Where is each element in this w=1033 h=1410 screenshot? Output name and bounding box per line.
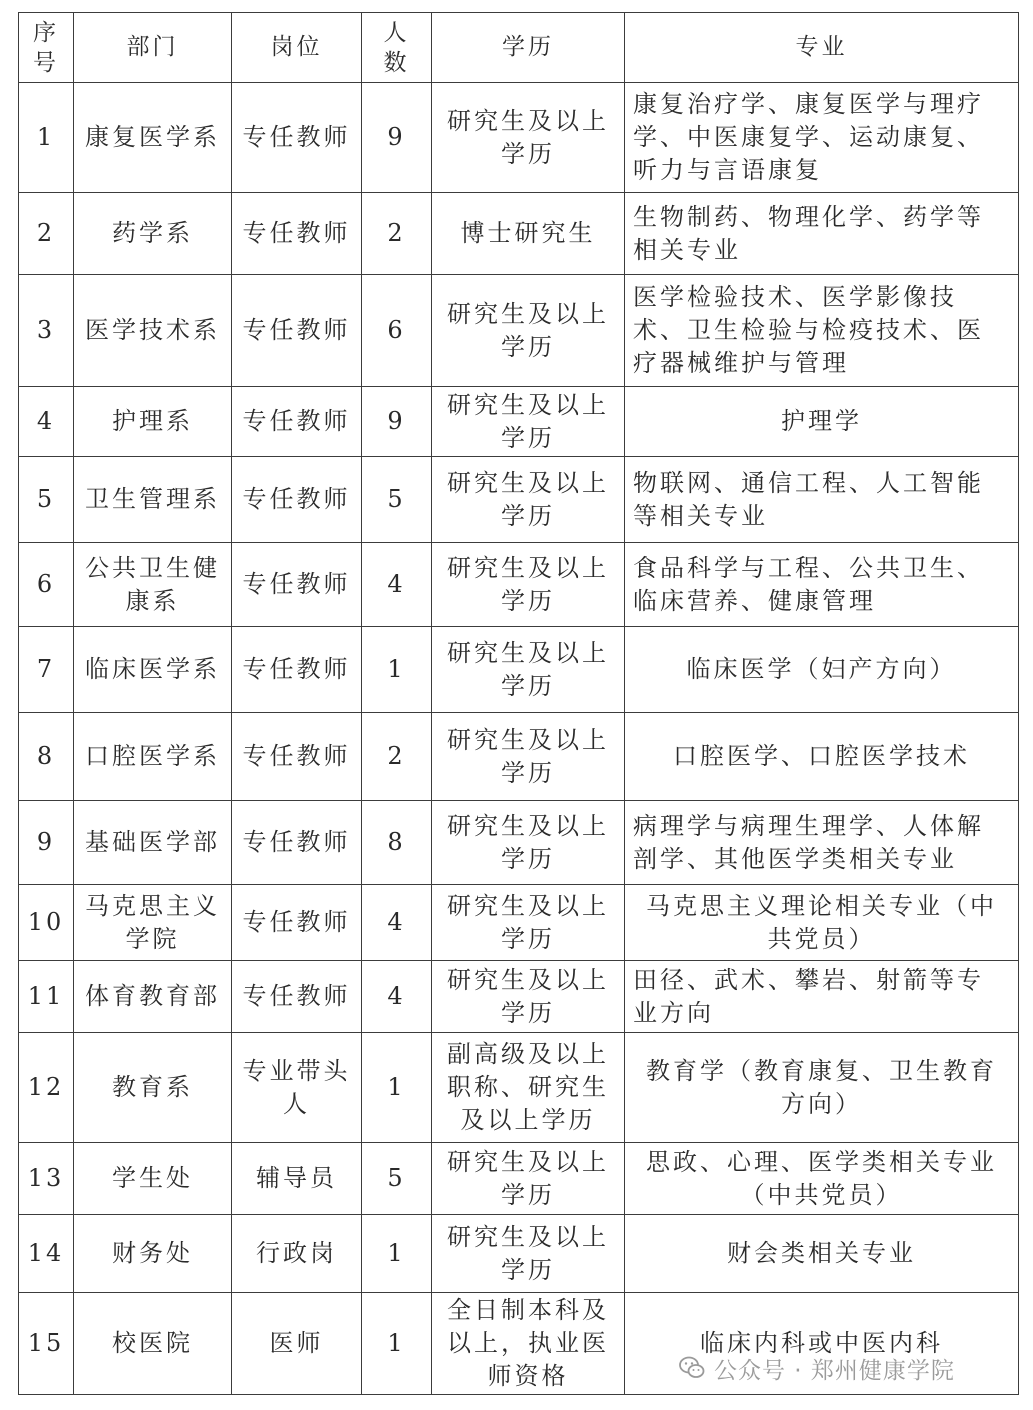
cell-post: 专任教师: [232, 627, 362, 713]
cell-dept: 口腔医学系: [74, 713, 232, 801]
header-count: 人数: [362, 13, 432, 83]
cell-dept: 学生处: [74, 1143, 232, 1215]
recruitment-table: [18, 12, 1019, 1395]
cell-major: 马克思主义理论相关专业（中共党员）: [625, 885, 1019, 961]
cell-count: 2: [362, 713, 432, 801]
header-dept: 部门: [74, 13, 232, 83]
cell-seq: 3: [19, 275, 74, 387]
table-row: [19, 543, 1019, 627]
cell-dept: 体育教育部: [74, 961, 232, 1033]
cell-edu: 研究生及以上学历: [432, 885, 625, 961]
cell-dept: 教育系: [74, 1033, 232, 1143]
cell-major: 病理学与病理生理学、人体解剖学、其他医学类相关专业: [625, 801, 1019, 885]
cell-dept: 马克思主义学院: [74, 885, 232, 961]
cell-major: 教育学（教育康复、卫生教育方向）: [625, 1033, 1019, 1143]
cell-seq: 6: [19, 543, 74, 627]
cell-major: 财会类相关专业: [625, 1215, 1019, 1293]
cell-edu: 研究生及以上学历: [432, 275, 625, 387]
cell-count: 5: [362, 457, 432, 543]
header-post: 岗位: [232, 13, 362, 83]
cell-post: 专任教师: [232, 275, 362, 387]
table-row: [19, 961, 1019, 1033]
cell-dept: 临床医学系: [74, 627, 232, 713]
table-row: [19, 193, 1019, 275]
cell-seq: 4: [19, 387, 74, 457]
table-row: [19, 387, 1019, 457]
cell-count: 8: [362, 801, 432, 885]
cell-count: 9: [362, 83, 432, 193]
cell-edu: 研究生及以上学历: [432, 1215, 625, 1293]
cell-major: 生物制药、物理化学、药学等相关专业: [625, 193, 1019, 275]
watermark: [678, 1348, 955, 1388]
cell-seq: 7: [19, 627, 74, 713]
cell-seq: 12: [19, 1033, 74, 1143]
cell-count: 2: [362, 193, 432, 275]
cell-seq: 13: [19, 1143, 74, 1215]
cell-major: 医学检验技术、医学影像技术、卫生检验与检疫技术、医疗器械维护与管理: [625, 275, 1019, 387]
cell-edu: 博士研究生: [432, 193, 625, 275]
cell-dept: 卫生管理系: [74, 457, 232, 543]
cell-major: 临床医学（妇产方向）: [625, 627, 1019, 713]
cell-count: 6: [362, 275, 432, 387]
cell-post: 专业带头人: [232, 1033, 362, 1143]
cell-dept: 基础医学部: [74, 801, 232, 885]
cell-major: 田径、武术、攀岩、射箭等专业方向: [625, 961, 1019, 1033]
cell-post: 专任教师: [232, 387, 362, 457]
cell-edu: 研究生及以上学历: [432, 387, 625, 457]
cell-major: 思政、心理、医学类相关专业（中共党员）: [625, 1143, 1019, 1215]
cell-dept: 医学技术系: [74, 275, 232, 387]
cell-major: 临床内科或中医内科: [625, 1293, 1019, 1395]
table-row: [19, 885, 1019, 961]
cell-post: 专任教师: [232, 193, 362, 275]
cell-seq: 2: [19, 193, 74, 275]
table-row: [19, 1033, 1019, 1143]
table-header-row: [19, 13, 1019, 83]
cell-count: 9: [362, 387, 432, 457]
cell-edu: 研究生及以上学历: [432, 801, 625, 885]
cell-post: 专任教师: [232, 713, 362, 801]
table-row: [19, 1143, 1019, 1215]
cell-dept: 护理系: [74, 387, 232, 457]
cell-post: 专任教师: [232, 457, 362, 543]
cell-dept: 财务处: [74, 1215, 232, 1293]
table-row: [19, 275, 1019, 387]
cell-count: 1: [362, 1293, 432, 1395]
cell-seq: 1: [19, 83, 74, 193]
table-row: [19, 1215, 1019, 1293]
cell-edu: 研究生及以上学历: [432, 627, 625, 713]
cell-major: 物联网、通信工程、人工智能等相关专业: [625, 457, 1019, 543]
cell-edu: 研究生及以上学历: [432, 1143, 625, 1215]
table-row: [19, 457, 1019, 543]
cell-edu: 全日制本科及以上，执业医师资格: [432, 1293, 625, 1395]
cell-seq: 11: [19, 961, 74, 1033]
cell-post: 专任教师: [232, 885, 362, 961]
cell-count: 1: [362, 1033, 432, 1143]
cell-post: 专任教师: [232, 801, 362, 885]
cell-seq: 5: [19, 457, 74, 543]
table-row: [19, 801, 1019, 885]
wechat-icon: [678, 1354, 706, 1382]
cell-count: 4: [362, 961, 432, 1033]
cell-seq: 8: [19, 713, 74, 801]
table-row: [19, 627, 1019, 713]
cell-post: 专任教师: [232, 543, 362, 627]
cell-seq: 15: [19, 1293, 74, 1395]
cell-count: 4: [362, 543, 432, 627]
watermark-text: 公众号 · 郑州健康学院: [714, 1357, 955, 1384]
cell-major: 护理学: [625, 387, 1019, 457]
cell-edu: 研究生及以上学历: [432, 713, 625, 801]
cell-post: 医师: [232, 1293, 362, 1395]
cell-dept: 公共卫生健康系: [74, 543, 232, 627]
cell-edu: 研究生及以上学历: [432, 457, 625, 543]
cell-post: 辅导员: [232, 1143, 362, 1215]
cell-dept: 康复医学系: [74, 83, 232, 193]
table-row: [19, 83, 1019, 193]
cell-seq: 14: [19, 1215, 74, 1293]
cell-count: 1: [362, 627, 432, 713]
cell-post: 行政岗: [232, 1215, 362, 1293]
cell-edu: 副高级及以上职称、研究生及以上学历: [432, 1033, 625, 1143]
recruitment-table-sheet: [18, 12, 1018, 1395]
cell-count: 5: [362, 1143, 432, 1215]
cell-seq: 10: [19, 885, 74, 961]
cell-edu: 研究生及以上学历: [432, 543, 625, 627]
header-edu: 学历: [432, 13, 625, 83]
cell-major: 口腔医学、口腔医学技术: [625, 713, 1019, 801]
cell-post: 专任教师: [232, 961, 362, 1033]
cell-major: 食品科学与工程、公共卫生、临床营养、健康管理: [625, 543, 1019, 627]
cell-edu: 研究生及以上学历: [432, 961, 625, 1033]
cell-edu: 研究生及以上学历: [432, 83, 625, 193]
cell-dept: 校医院: [74, 1293, 232, 1395]
header-seq: 序号: [19, 13, 74, 83]
cell-major: 康复治疗学、康复医学与理疗学、中医康复学、运动康复、听力与言语康复: [625, 83, 1019, 193]
cell-count: 1: [362, 1215, 432, 1293]
cell-dept: 药学系: [74, 193, 232, 275]
header-major: 专业: [625, 13, 1019, 83]
cell-count: 4: [362, 885, 432, 961]
cell-post: 专任教师: [232, 83, 362, 193]
cell-seq: 9: [19, 801, 74, 885]
table-row: [19, 713, 1019, 801]
